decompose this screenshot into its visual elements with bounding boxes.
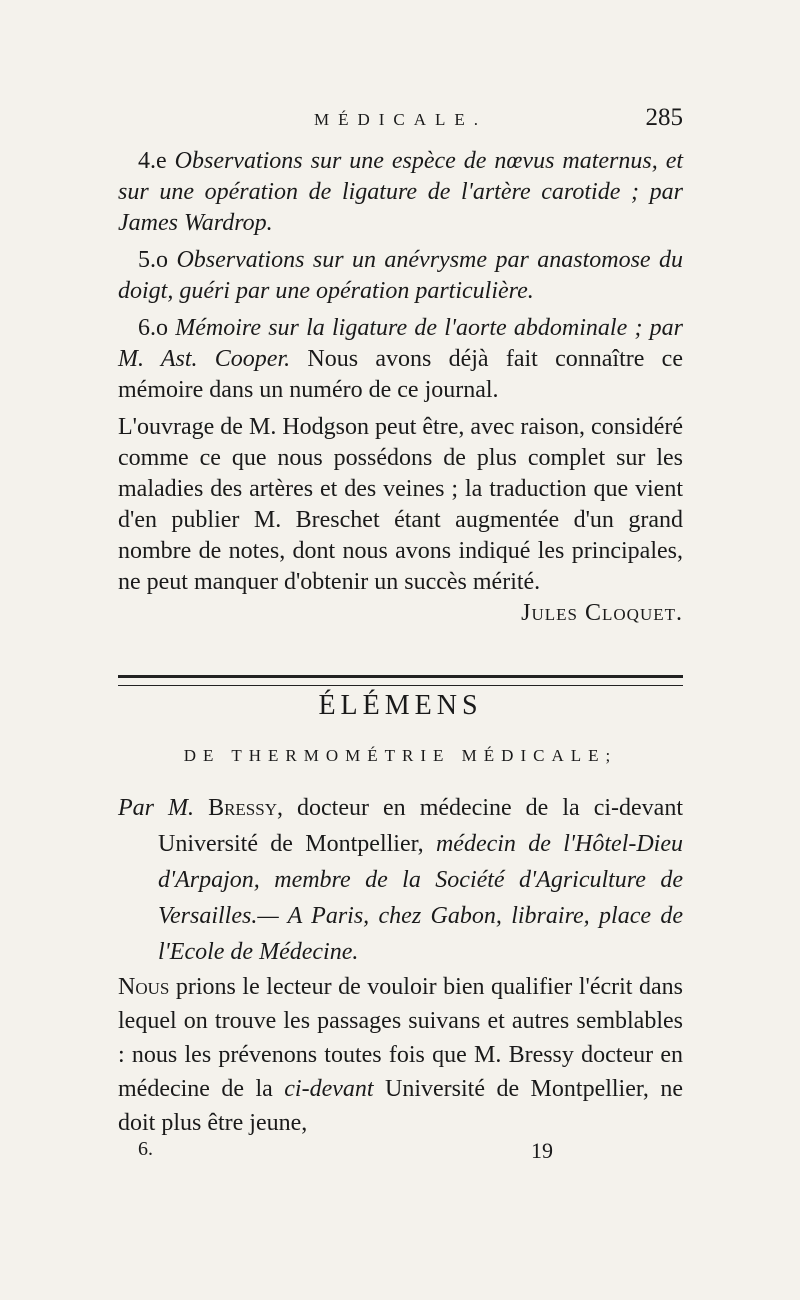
item-text-italic: Mémoire sur la ligature de l'aorte abdominale ; par M. Ast. Cooper. [118, 315, 684, 372]
item-text: Observations sur une espèce de nœvus maternus, et sur une opération de ligature de l'artère carotide ; par James Wardrop. [118, 148, 684, 236]
biblio-italic: médecin de l'Hôtel-Dieu d'Arpajon, membre de la Société d'Agriculture de Versailles.— A Paris, chez Gabon, libraire, place de l'Ecole de Médecine. [158, 831, 683, 965]
item-text-roman: Nous avons déjà fait connaître ce mémoire dans un numéro de ce journal. [118, 346, 683, 403]
body-italic: ci-devant [284, 1076, 374, 1102]
review-paragraph [118, 412, 683, 626]
section-divider [118, 675, 683, 686]
list-item [118, 313, 683, 406]
body-text-2: Université de Montpellier, ne doit plus être jeune, [118, 1076, 684, 1136]
list-item [118, 146, 683, 239]
gathering-number: 19 [531, 1138, 553, 1163]
item-text: Observations sur un anévrysme par anastomose du doigt, guéri par une opération particulière. [118, 247, 684, 304]
body-paragraph [118, 970, 683, 1140]
review-signature: Jules Cloquet. [521, 600, 683, 626]
biblio-par: Par M. [118, 795, 195, 821]
item-number: 4.e [138, 148, 167, 174]
item-number: 6.o [138, 315, 168, 341]
running-head [118, 106, 683, 136]
body-text-1: prions le lecteur de vouloir bien qualifier l'écrit dans lequel on trouve les passages suivans et autres semblables : nous les prévenons toutes fois que M. Bressy docteur en médecine de la [118, 974, 683, 1102]
page-footer [118, 1138, 683, 1168]
signature-mark: 6. [138, 1138, 153, 1160]
running-title: MÉDICALE. [313, 110, 488, 129]
biblio-roman: , docteur en médecine de la ci-devant Université de Montpellier, [158, 795, 683, 857]
item-list [118, 146, 683, 629]
page-number: 285 [645, 104, 683, 131]
section-title: ÉLÉMENS [318, 690, 483, 721]
biblio-author: Bressy [208, 795, 277, 821]
bibliographic-entry [118, 790, 683, 970]
body-lead: Nous [118, 974, 170, 1000]
section-subtitle: DE THERMOMÉTRIE MÉDICALE; [183, 746, 618, 765]
review-text: L'ouvrage de M. Hodgson peut être, avec raison, considéré comme ce que nous possédons de plus complet sur les maladies des artères et des veines ; la traduction que vient d'en publier M. Breschet étant augmentée d'un grand nombre de notes, dont nous avons indiqué les principales, ne peut manquer d'obtenir un succès mérité. [118, 414, 683, 595]
item-number: 5.o [138, 247, 168, 273]
list-item [118, 245, 683, 307]
